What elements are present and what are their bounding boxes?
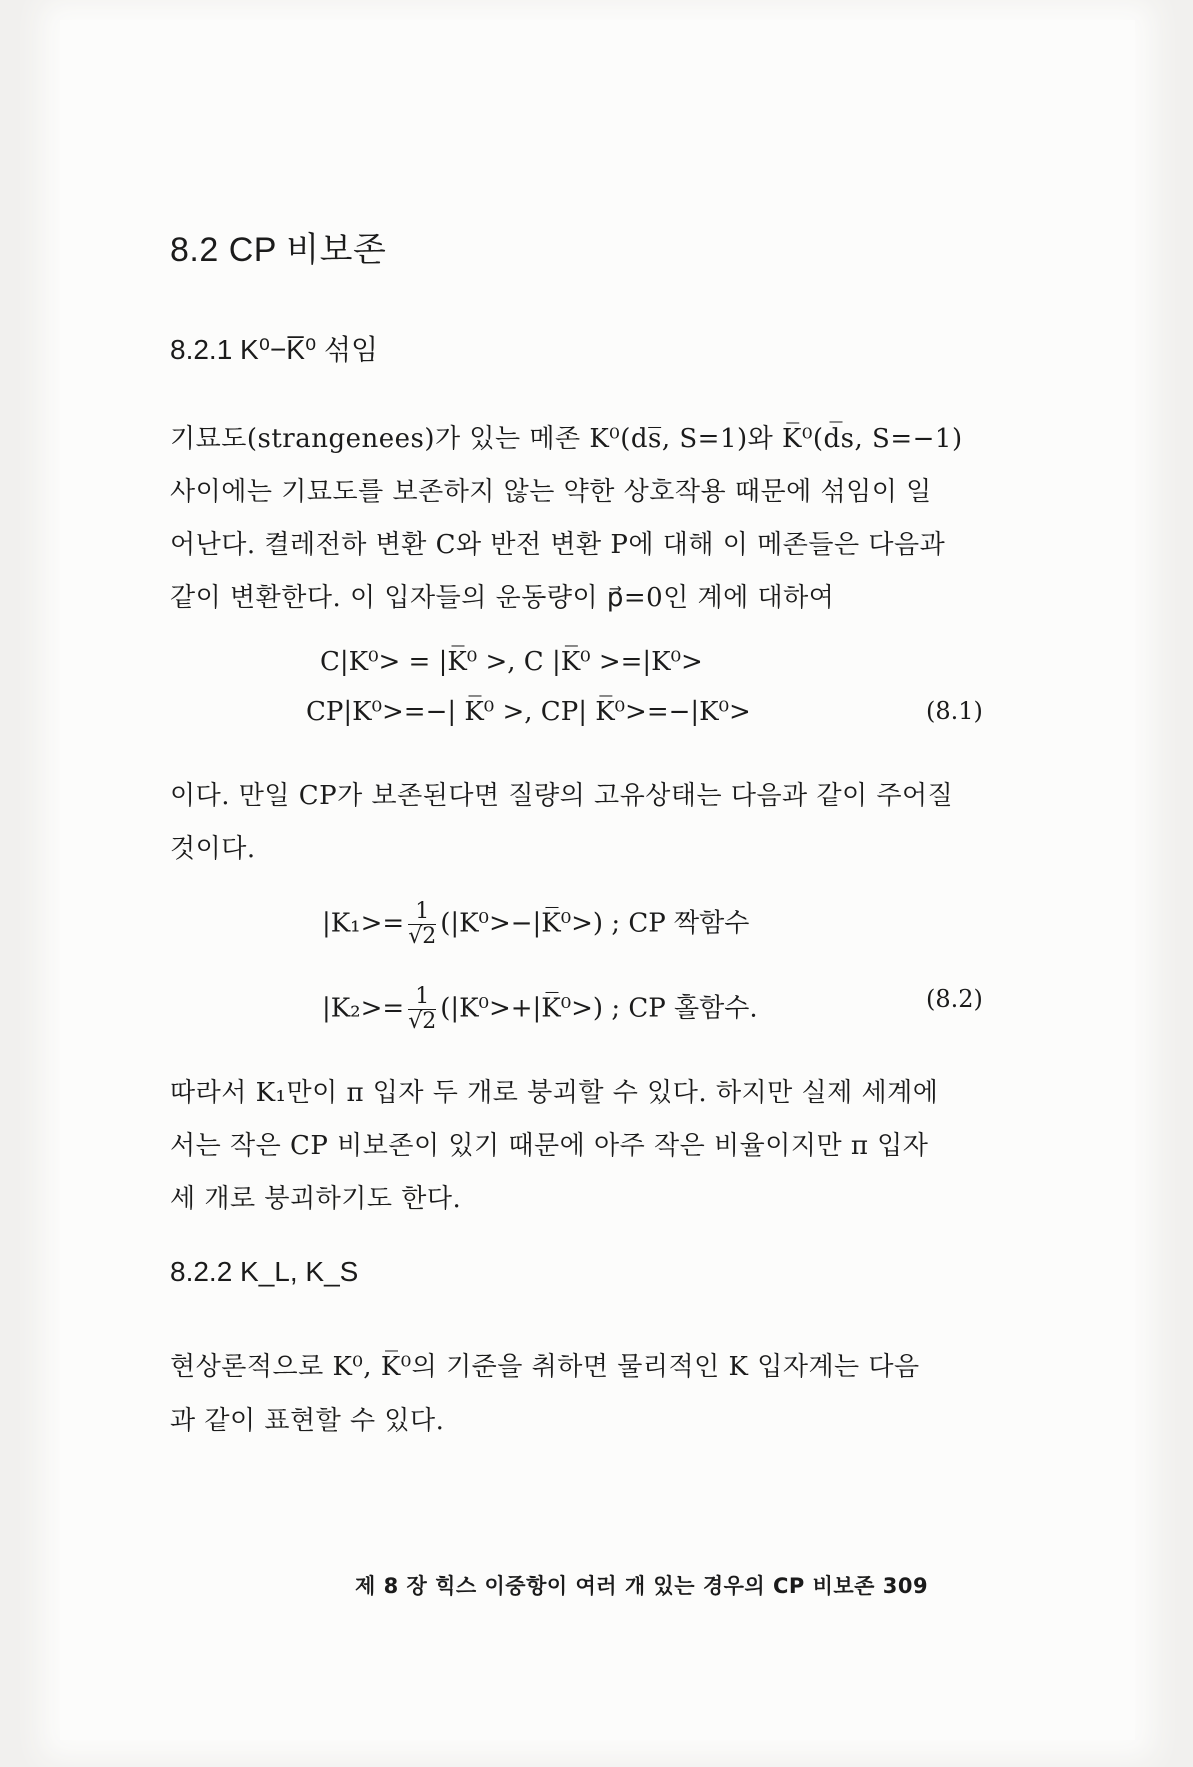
paragraph2-line: 것이다.: [170, 834, 256, 864]
paragraph3-line: 따라서 K₁만이 π 입자 두 개로 붕괴할 수 있다. 하지만 실제 세계에: [170, 1078, 939, 1108]
paragraph3-line: 서는 작은 CP 비보존이 있기 때문에 아주 작은 비율이지만 π 입자: [170, 1131, 929, 1161]
paragraph4-line: 과 같이 표현할 수 있다.: [170, 1406, 445, 1436]
paragraph3-line: 세 개로 붕괴하기도 한다.: [170, 1184, 462, 1214]
subsection-heading-8-2-2: 8.2.2 K_L, K_S: [170, 1256, 359, 1287]
fraction-denominator: √2: [408, 924, 437, 949]
equation-8-2-line1: [322, 900, 749, 949]
paragraph1-line: 사이에는 기묘도를 보존하지 않는 약한 상호작용 때문에 섞임이 일: [170, 477, 932, 507]
equation-number-8-2: (8.2): [926, 985, 983, 1013]
fraction-denominator: √2: [408, 1009, 437, 1034]
paragraph1-line: 기묘도(strangenees)가 있는 메존 K⁰(ds̅, S=1)와 K̅⁰(d̅s, S=−1): [170, 424, 963, 454]
fraction: [408, 900, 436, 949]
fraction-numerator: 1: [408, 985, 436, 1010]
fraction: [408, 985, 436, 1034]
equation-number-8-1: (8.1): [926, 697, 983, 725]
paragraph2-line: 이다. 만일 CP가 보존된다면 질량의 고유상태는 다음과 같이 주어질: [170, 781, 954, 811]
equation-8-1-line2: CP|K⁰>=−| K̅⁰ >, CP| K̅⁰>=−|K⁰>: [306, 697, 751, 727]
equation-8-1-line1: C|K⁰> = |K̅⁰ >, C |K̅⁰ >=|K⁰>: [320, 647, 703, 677]
equation-lhs: |K₁>=: [322, 908, 405, 939]
paragraph1-line: 어난다. 켤레전하 변환 C와 반전 변환 P에 대해 이 메존들은 다음과: [170, 530, 946, 560]
document-page: [60, 20, 1135, 1740]
paragraph1-line: 같이 변환한다. 이 입자들의 운동량이 p⃗=0인 계에 대하여: [170, 583, 835, 613]
page-footer: 제 8 장 힉스 이중항이 여러 개 있는 경우의 CP 비보존 309: [355, 1574, 929, 1598]
equation-rhs: (|K⁰>−|K̅⁰>) ; CP 짝함수: [440, 908, 750, 939]
fraction-numerator: 1: [408, 900, 436, 925]
equation-8-2-line2: [322, 985, 758, 1034]
subsection-heading-8-2-1: 8.2.1 K⁰−K̅⁰ 섞임: [170, 334, 379, 365]
section-heading: 8.2 CP 비보존: [170, 231, 387, 269]
equation-lhs: |K₂>=: [322, 993, 405, 1024]
paragraph4-line: 현상론적으로 K⁰, K̅⁰의 기준을 취하면 물리적인 K 입자계는 다음: [170, 1352, 920, 1382]
equation-rhs: (|K⁰>+|K̅⁰>) ; CP 홀함수.: [440, 993, 758, 1024]
